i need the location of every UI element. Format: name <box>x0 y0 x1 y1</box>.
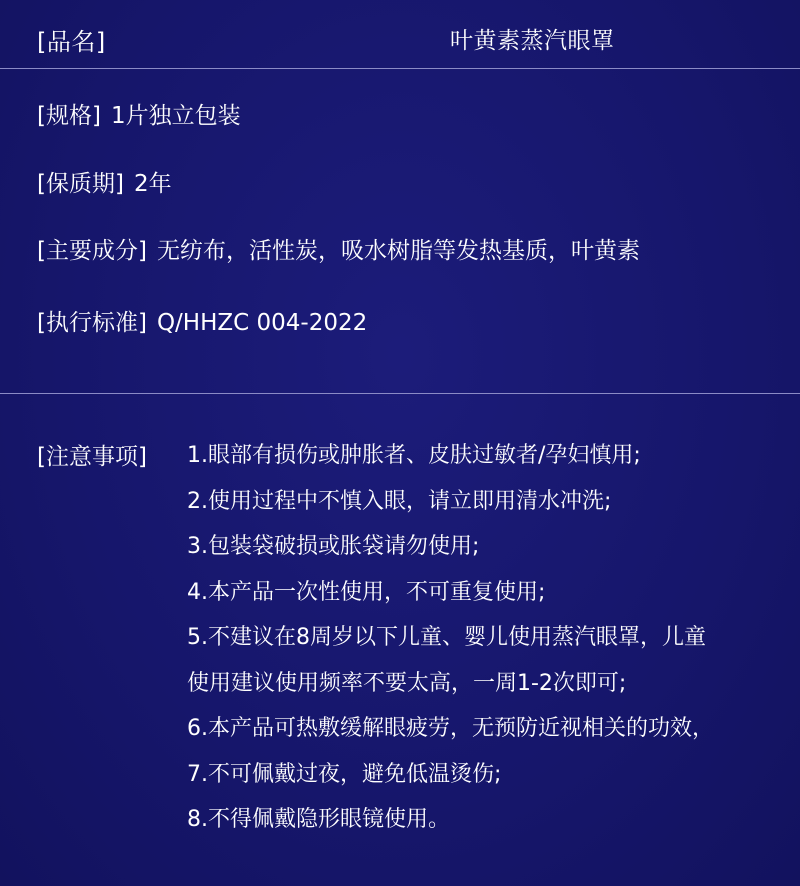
notes-list <box>187 433 767 843</box>
spec-key: [主要成分] <box>37 238 147 264</box>
spec-row-specification <box>37 105 241 128</box>
spec-key: [规格] <box>37 103 101 129</box>
product-name-value: 叶黄素蒸汽眼罩 <box>450 28 615 54</box>
spec-value: 1片独立包装 <box>110 103 241 129</box>
spec-row-standard <box>37 312 367 335</box>
divider-top <box>0 68 800 69</box>
note-line: 1.眼部有损伤或肿胀者、皮肤过敏者/孕妇慎用; <box>187 443 641 468</box>
note-line: 使用建议使用频率不要太高，一周1-2次即可; <box>187 670 627 696</box>
spec-value: 无纺布，活性炭，吸水树脂等发热基质，叶黄素 <box>156 238 640 264</box>
spec-value: 2年 <box>133 171 172 197</box>
note-line: 6.本产品可热敷缓解眼疲劳，无预防近视相关的功效， <box>187 716 714 741</box>
note-line: 7.不可佩戴过夜，避免低温烫伤; <box>187 761 502 787</box>
spec-key: [执行标准] <box>37 310 147 336</box>
divider-middle <box>0 393 800 394</box>
note-line: 4.本产品一次性使用，不可重复使用; <box>187 579 546 605</box>
note-line: 3.包装袋破损或胀袋请勿使用; <box>187 534 480 559</box>
product-name-row <box>0 0 800 68</box>
spec-value: Q/HHZC 004-2022 <box>156 310 368 336</box>
note-line: 8.不得佩戴隐形眼镜使用。 <box>187 807 450 832</box>
product-name-label: [品名] <box>37 28 106 56</box>
notes-label: [注意事项] <box>37 444 147 470</box>
spec-key: [保质期] <box>37 171 124 197</box>
note-line: 2.使用过程中不慎入眼，请立即用清水冲洗; <box>187 488 612 514</box>
spec-row-ingredients <box>37 240 640 263</box>
note-line: 5.不建议在8周岁以下儿童、婴儿使用蒸汽眼罩，儿童 <box>187 625 706 650</box>
spec-row-shelf-life <box>37 173 172 196</box>
